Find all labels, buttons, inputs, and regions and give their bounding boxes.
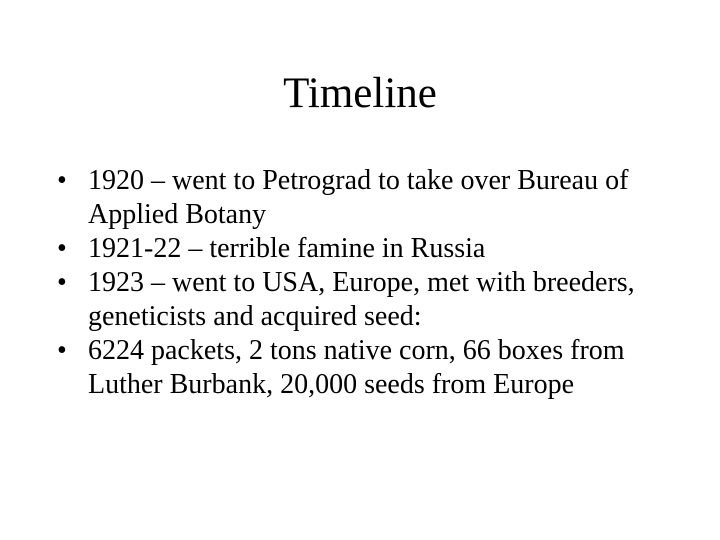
bullet-icon: •: [57, 233, 67, 264]
bullet-item-3: [57, 266, 697, 334]
bullet-item-1: [57, 164, 697, 232]
bullet-text: 1923 – went to USA, Europe, met with breeders, geneticists and acquired seed:: [88, 267, 635, 332]
slide-title: Timeline: [283, 70, 437, 117]
bullet-list: [57, 164, 697, 402]
bullet-text: 1921-22 – terrible famine in Russia: [88, 233, 486, 264]
bullet-icon: •: [57, 267, 67, 298]
bullet-icon: •: [57, 335, 67, 366]
bullet-text: 6224 packets, 2 tons native corn, 66 boxes from Luther Burbank, 20,000 seeds from Europe: [88, 335, 625, 400]
bullet-text: 1920 – went to Petrograd to take over Bureau of Applied Botany: [88, 165, 629, 230]
bullet-icon: •: [57, 165, 67, 196]
bullet-item-2: [57, 232, 697, 266]
bullet-item-4: [57, 334, 697, 402]
